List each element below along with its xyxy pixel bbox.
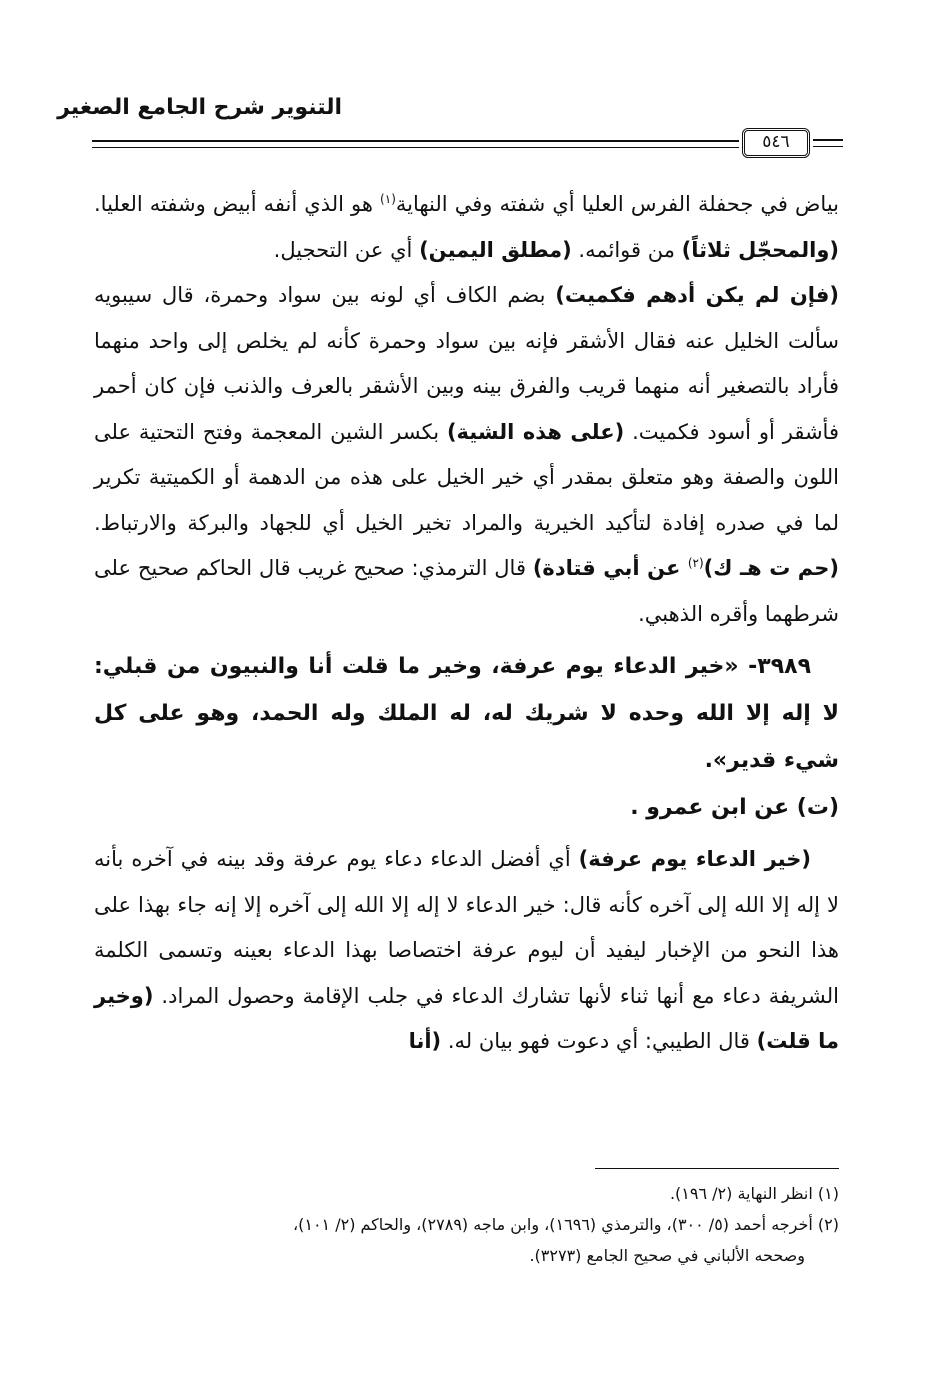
- header-rule-thin: [92, 147, 739, 148]
- source-code: (حم ت هـ ك): [703, 556, 839, 580]
- text-run: بياض في جحفلة الفرس العليا أي شفته وفي النهاية: [395, 192, 839, 216]
- paragraph-3: [94, 837, 839, 1065]
- hadith-source: (ت) عن ابن عمرو .: [630, 795, 839, 820]
- quoted-term: (أنا: [408, 1029, 442, 1053]
- quoted-term: (مطلق اليمين): [419, 237, 572, 262]
- page-number: ٥٤٦: [742, 128, 810, 158]
- text-run: قال الطيبي: أي دعوت فهو بيان له.: [441, 1029, 757, 1053]
- running-title: التنوير شرح الجامع الصغير: [57, 95, 342, 120]
- text-run: من قوائمه.: [571, 237, 682, 262]
- commentary-body: [94, 182, 839, 1065]
- footnote-ref-2[interactable]: (٢): [687, 556, 704, 570]
- footnote-ref-1[interactable]: (١): [380, 192, 396, 206]
- text-run: أي أفضل الدعاء دعاء يوم عرفة وقد بينه في آخره بأنه لا إله إلا الله إلى آخره كأنه قال: خير الدعاء لا إله إلا الله إلى آخره إلا إنه جاء بهذا على هذا النحو من الإخبار ليفيد أن ليوم عرفة اختصاصا بهذا الدعاء بعينه وتسمى الكلمة الشريفة دعاء مع أنها ثناء لأنها تشارك الدعاء في جلب الإقامة وحصول المراد.: [94, 847, 839, 1008]
- page-number-rule: [813, 139, 843, 141]
- text-run: بكسر الشين المعجمة وفتح التحتية على اللون والصفة وهو متعلق بمقدر أي خير الخيل على هذه من الدهمة أو الكميتية تكرير لما في صدره إفادة لتأكيد الخيرية والمراد تخير الخيل أي للجهاد والبركة والارتباط.: [94, 419, 839, 535]
- footnotes: [94, 1178, 839, 1271]
- header-rule-thick: [92, 140, 739, 142]
- paragraph-1: [94, 182, 839, 273]
- quoted-term: (وخير ما قلت): [94, 983, 839, 1053]
- paragraph-2: [94, 273, 839, 637]
- text-run: بضم الكاف أي لونه بين سواد وحمرة، قال سيبويه سألت الخليل عنه فقال الأشقر فإنه بين سواد وحمرة كأنه لم يخلص إلى واحد منهما فأراد بالتصغير أنه منهما قريب والفرق بينه وبين الأشقر بالعرف والذنب فإن كان أحمر فأشقر أو أسود فكميت.: [94, 283, 839, 444]
- quoted-term: (خير الدعاء يوم عرفة): [578, 847, 811, 871]
- text-run: قال الترمذي: صحيح غريب قال الحاكم صحيح على شرطهما وأقره الذهبي.: [94, 556, 839, 626]
- page-number-rule-thin: [813, 146, 843, 147]
- footnote-2: (٢) أخرجه أحمد (٥/ ٣٠٠)، والترمذي (١٦٩٦)، وابن ماجه (٢٧٨٩)، والحاكم (٢/ ١٠١)،: [292, 1215, 839, 1234]
- text-run: هو الذي أنفه أبيض وشفته العليا.: [94, 192, 381, 216]
- footnote-separator: [595, 1168, 839, 1169]
- narrator: عن أبي قتادة): [532, 556, 688, 580]
- text-run: أي عن التحجيل.: [273, 237, 420, 262]
- quoted-term: (والمحجّل ثلاثاً): [681, 237, 839, 262]
- quoted-term: (فإن لم يكن أدهم فكميت): [555, 283, 839, 307]
- quoted-term: (على هذه الشية): [446, 419, 625, 444]
- footnote-2-continued: وصححه الألباني في صحيح الجامع (٣٢٧٣).: [529, 1246, 805, 1265]
- footnote-1: (١) انظر النهاية (٢/ ١٩٦).: [669, 1184, 839, 1203]
- hadith-text: ٣٩٨٩- «خير الدعاء يوم عرفة، وخير ما قلت أنا والنبيون من قبلي: لا إله إلا الله وحده لا شريك له، له الملك وله الحمد، وهو على كل شيء قدير».: [94, 654, 839, 773]
